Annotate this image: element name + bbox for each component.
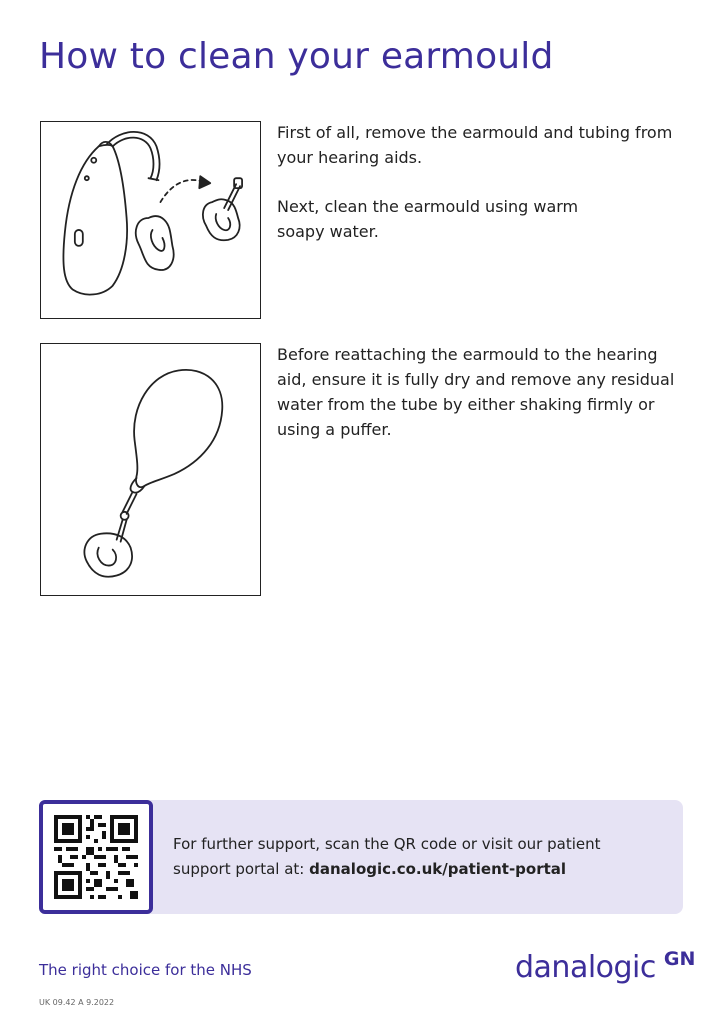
qr-code[interactable]	[39, 800, 153, 914]
step-2-text	[277, 342, 687, 466]
step-1-paragraph-1: First of all, remove the earmould and tubing from your hearing aids.	[277, 123, 673, 167]
page-title: How to clean your earmould	[39, 36, 554, 77]
logo-gn: GN	[663, 948, 696, 970]
puffer-illustration	[40, 343, 261, 596]
logo-brand: danalogic	[515, 950, 656, 985]
step-2-paragraph-1: Before reattaching the earmould to the hearing aid, ensure it is fully dry and remove any residual water from the tube by either shaking firmly or using a puffer.	[277, 345, 675, 439]
support-text-prefix: For further support, scan the QR code or visit our patient support portal at:	[173, 835, 601, 878]
hearing-aid-illustration	[40, 121, 261, 319]
patient-portal-link[interactable]: danalogic.co.uk/patient-portal	[309, 860, 567, 878]
support-text	[173, 832, 653, 882]
step-1-text	[277, 120, 677, 268]
step-1-paragraph-2: Next, clean the earmould using warm soapy water.	[277, 197, 579, 241]
danalogic-gn-logo	[515, 948, 695, 988]
footer-tagline: The right choice for the NHS	[39, 961, 252, 979]
document-reference: UK 09.42 A 9.2022	[39, 998, 115, 1007]
